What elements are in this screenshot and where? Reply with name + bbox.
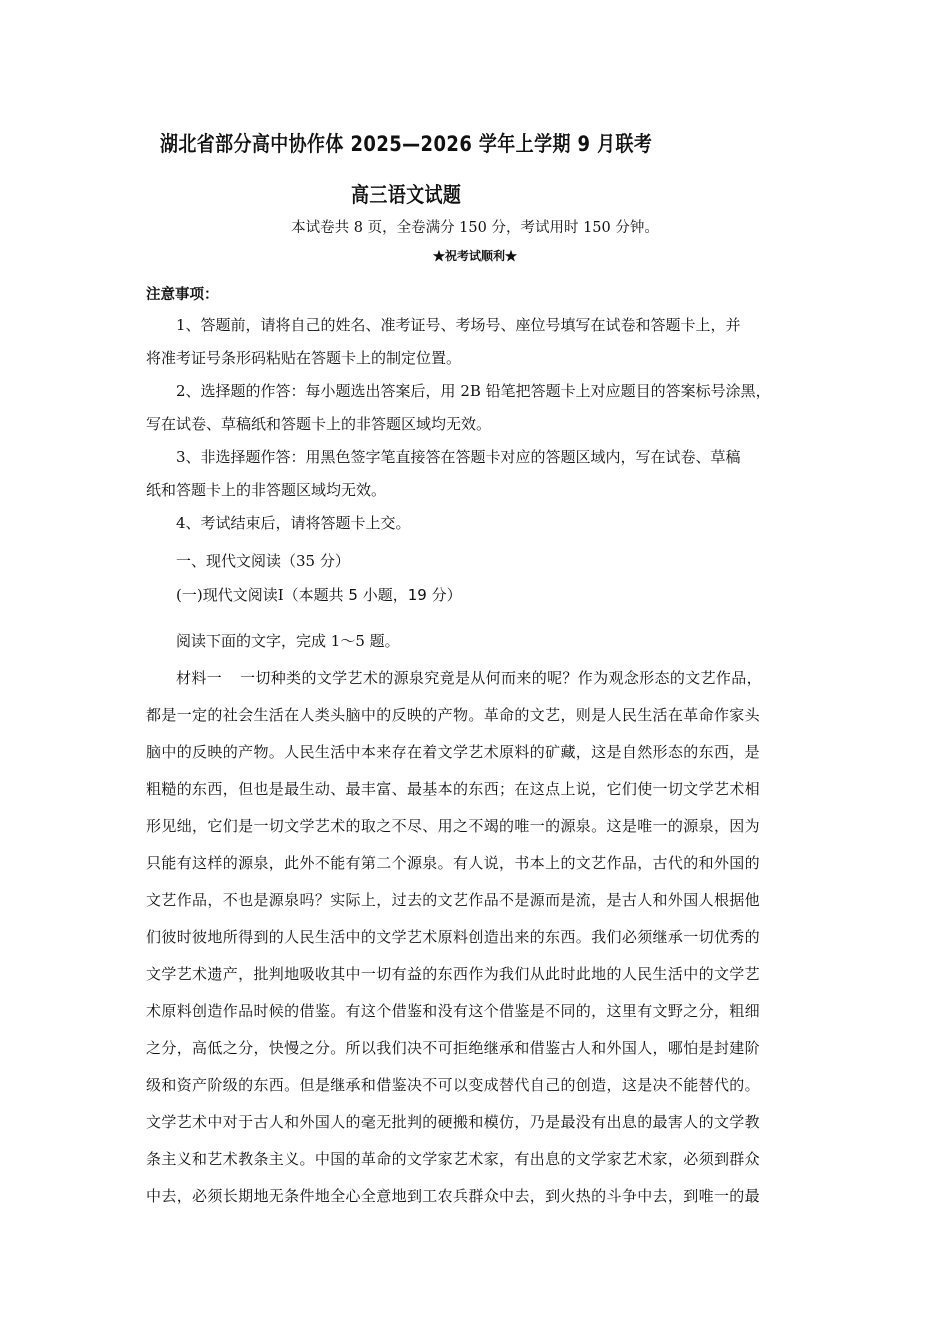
material-line: 之分，高低之分，快慢之分。所以我们决不可拒绝继承和借鉴古人和外国人，哪怕是封建阶	[146, 1039, 761, 1057]
material-label: 材料一	[176, 669, 223, 687]
material-line: 术原料创造作品时候的借鉴。有这个借鉴和没有这个借鉴是不同的，这里有文野之分，粗细	[146, 1002, 761, 1020]
material-line: 文学艺术遗产，批判地吸收其中一切有益的东西作为我们从此时此地的人民生活中的文学艺	[146, 965, 761, 983]
exam-title: 湖北省部分高中协作体 2025—2026 学年上学期 9 月联考	[159, 132, 653, 156]
material-line: 脑中的反映的产物。人民生活中本来存在着文学艺术原料的矿藏，这是自然形态的东西，是	[146, 743, 761, 761]
reading-instruction: 阅读下面的文字，完成 1～5 题。	[176, 632, 400, 650]
notice-line: 3、非选择题作答：用黑色签字笔直接答在答题卡对应的答题区域内，写在试卷、草稿	[176, 448, 741, 466]
subsection-heading	[176, 584, 462, 605]
material-line: 条主义和艺术教条主义。中国的革命的文学家艺术家，有出息的文学家艺术家，必须到群众	[146, 1150, 761, 1168]
section-heading: 一、现代文阅读（35 分）	[176, 552, 350, 570]
material-line: 只能有这样的源泉，此外不能有第二个源泉。有人说，书本上的文艺作品，古代的和外国的	[146, 854, 761, 872]
material-line: 中去，必须长期地无条件地全心全意地到工农兵群众中去，到火热的斗争中去，到唯一的最	[146, 1187, 761, 1205]
subsection-label: (一)现代文阅读Ⅰ	[176, 586, 284, 604]
exam-subtitle: 高三语文试题	[350, 183, 462, 207]
material-line: 材料一 一切种类的文学艺术的源泉究竟是从何而来的呢？作为观念形态的文艺作品，	[176, 669, 762, 687]
notice-line: 将准考证号条形码粘贴在答题卡上的制定位置。	[146, 349, 462, 367]
material-line: 文学艺术中对于古人和外国人的毫无批判的硬搬和模仿，乃是最没有出息的最害人的文学教	[146, 1113, 761, 1131]
notice-heading: 注意事项：	[146, 287, 219, 303]
notice-line: 写在试卷、草稿纸和答题卡上的非答题区域均无效。	[146, 415, 492, 433]
material-line: 粗糙的东西，但也是最生动、最丰富、最基本的东西；在这点上说，它们使一切文学艺术相	[146, 780, 761, 798]
material-line: 形见绌，它们是一切文学艺术的取之不尽、用之不竭的唯一的源泉。这是唯一的源泉，因为	[146, 817, 761, 835]
material-line: 们彼时彼地所得到的人民生活中的文学艺术原料创造出来的东西。我们必须继承一切优秀的	[146, 928, 761, 946]
notice-line: 1、答题前，请将自己的姓名、准考证号、考场号、座位号填写在试卷和答题卡上，并	[176, 316, 741, 334]
exam-info: 本试卷共 8 页，全卷满分 150 分，考试用时 150 分钟。	[291, 220, 659, 236]
notice-line: 纸和答题卡上的非答题区域均无效。	[146, 481, 387, 499]
material-line: 级和资产阶级的东西。但是继承和借鉴决不可以变成替代自己的创造，这是决不能替代的。	[146, 1076, 761, 1094]
material-line: 文艺作品，不也是源泉吗？实际上，过去的文艺作品不是源而是流，是古人和外国人根据他	[146, 891, 761, 909]
notice-line: 2、选择题的作答：每小题选出答案后，用 2B 铅笔把答题卡上对应题目的答案标号涂黑，	[176, 382, 771, 400]
subsection-detail: （本题共 5 小题，19 分）	[283, 586, 462, 604]
notice-line: 4、考试结束后，请将答题卡上交。	[176, 514, 411, 532]
good-luck-line: ★祝考试顺利★	[432, 249, 517, 263]
material-line: 都是一定的社会生活在人类头脑中的反映的产物。革命的文艺，则是人民生活在革命作家头	[146, 706, 761, 724]
